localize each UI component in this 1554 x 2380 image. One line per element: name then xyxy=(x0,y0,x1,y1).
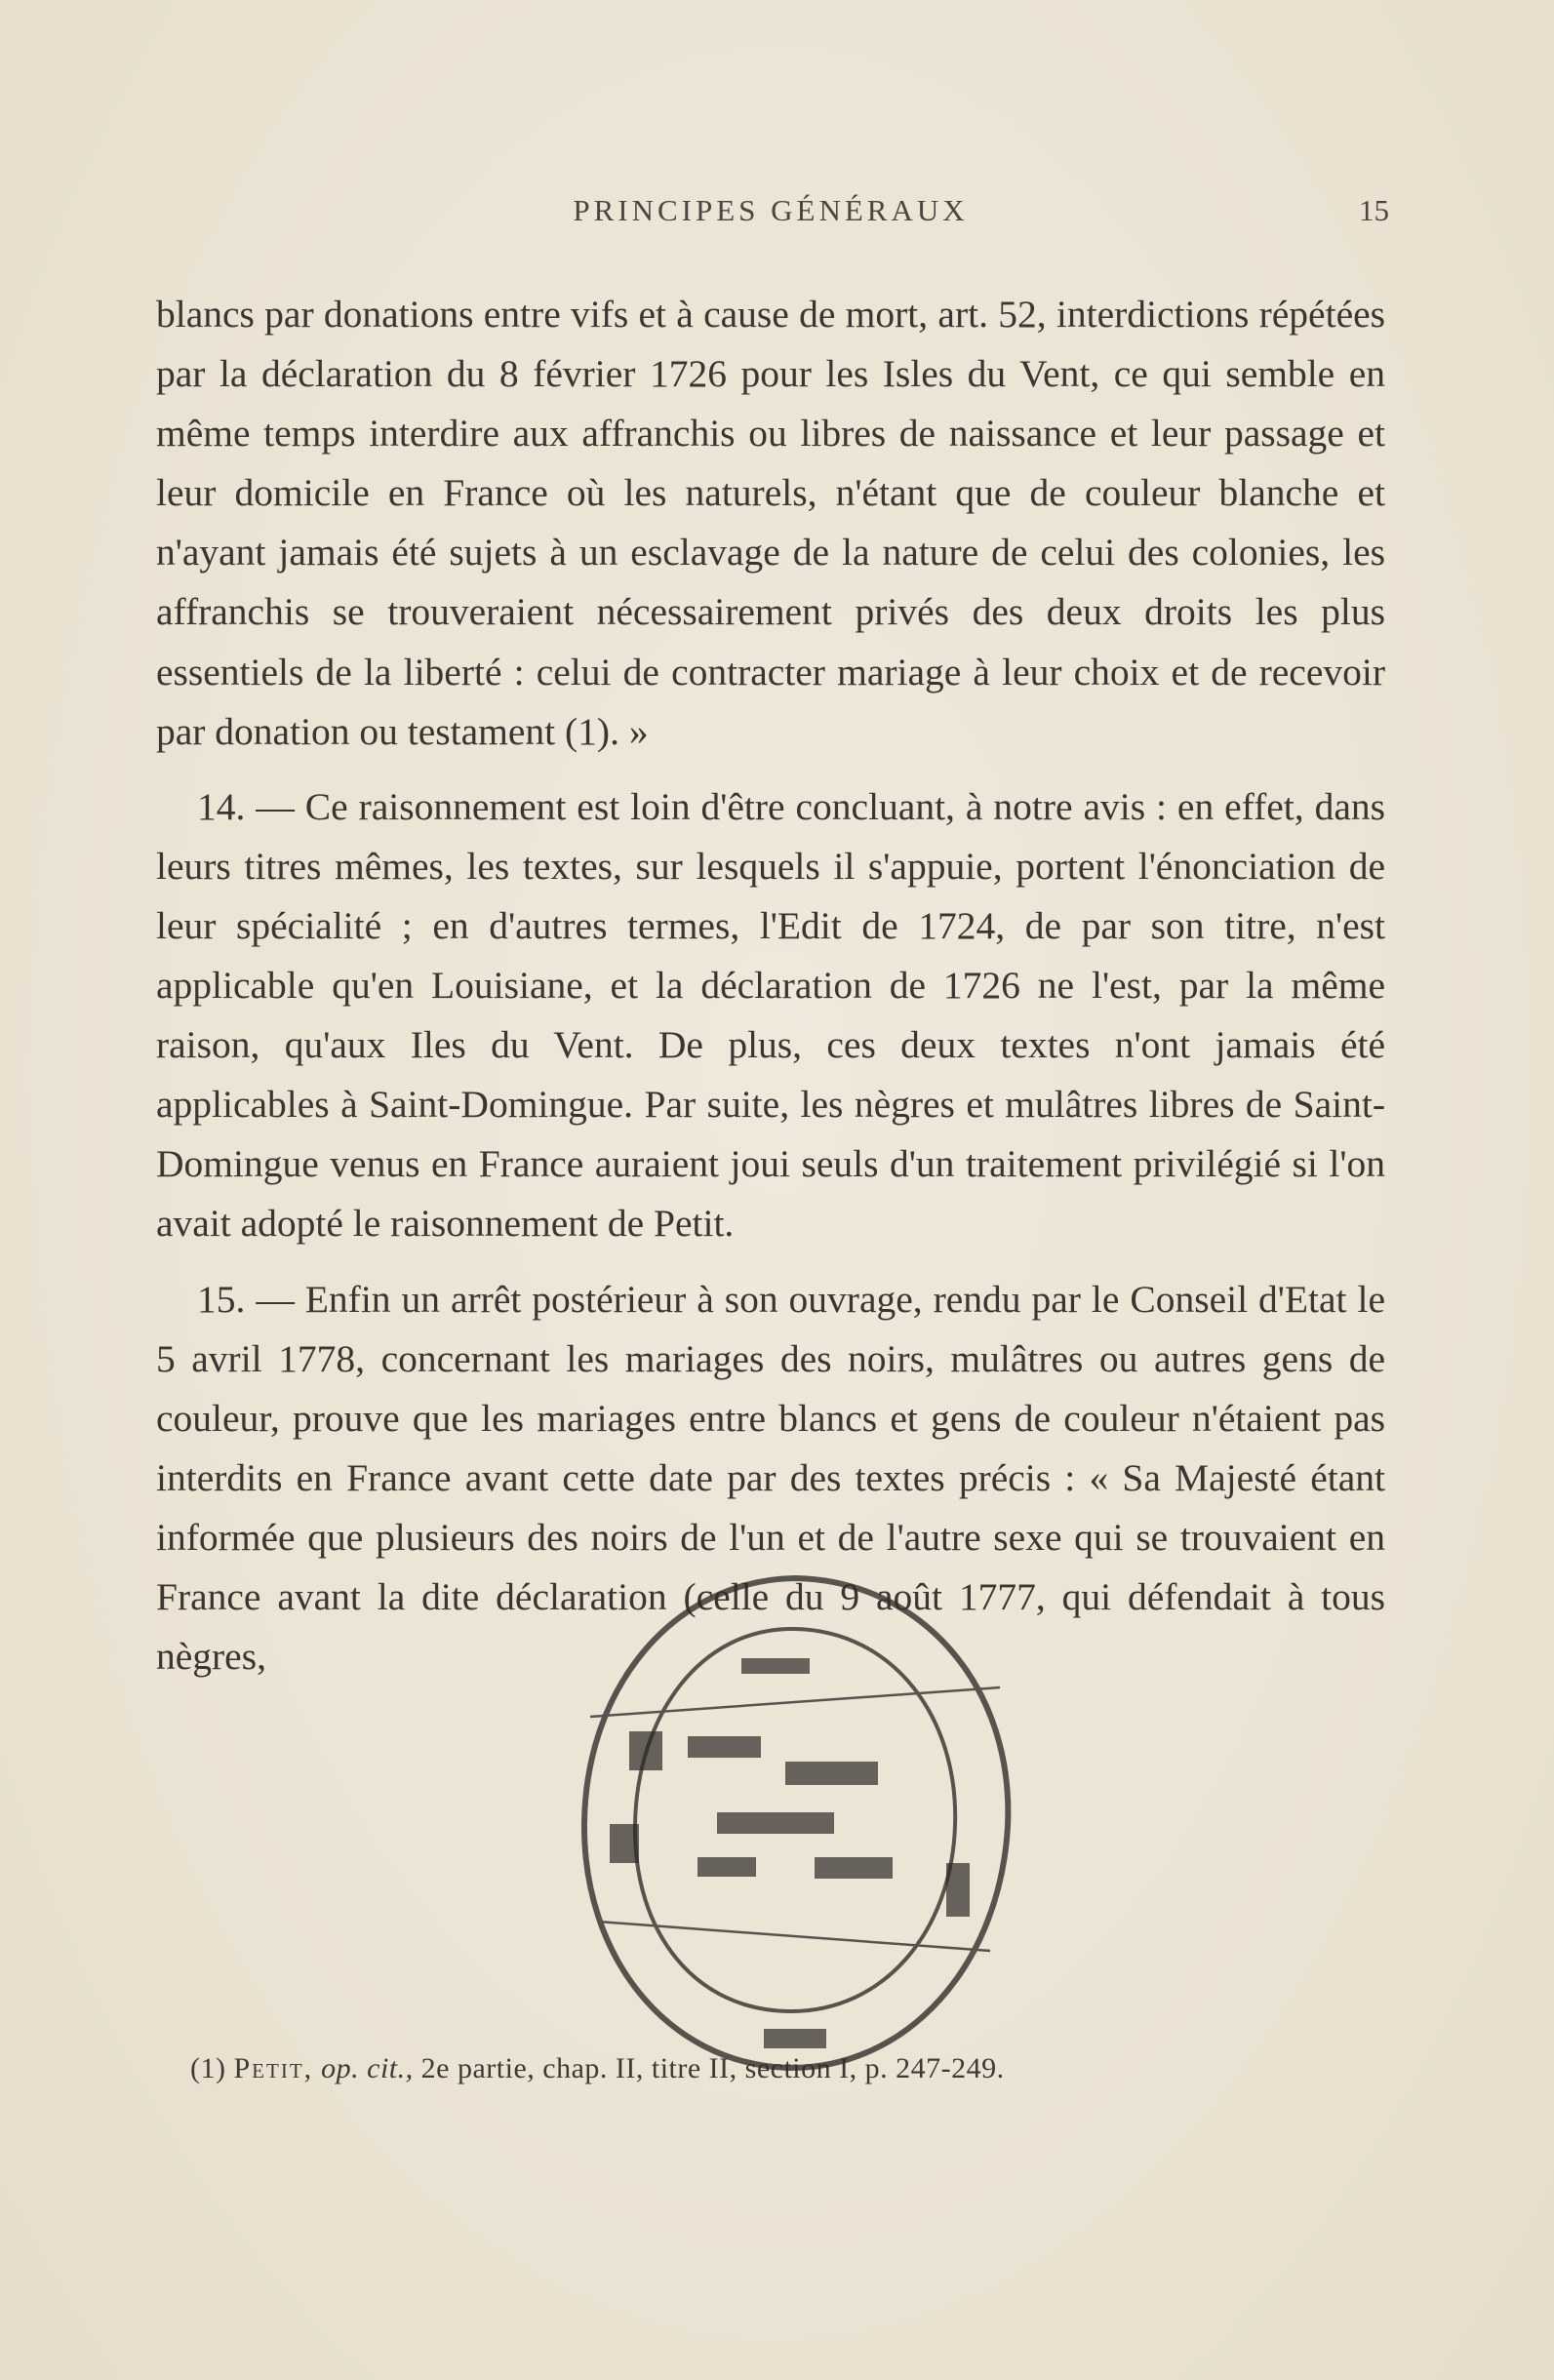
paragraph-continued: blancs par donations entre vifs et à cause de mort, art. 52, interdictions répétées par la déclaration du 8 février 1726 pour les Isles du Vent, ce qui semble en même temps interdire aux affranchis ou libres de naissance et leur passage et leur domicile en France où les naturels, n'étant que de couleur blanche et n'ayant jamais été sujets à un esclavage de la nature de celui des colonies, les affranchis se trouveraient nécessairement privés des deux droits les plus essentiels de la liberté : celui de contracter mariage à leur choix et de recevoir par donation ou testament (1). » xyxy=(156,293,1385,753)
footnote-marker: (1) xyxy=(190,2052,226,2084)
footnote-author: Petit, xyxy=(233,2052,314,2084)
running-head xyxy=(156,193,1389,232)
footnote-rest: 2e partie, chap. II, titre II, section I, p. 247-249. xyxy=(420,2052,1005,2084)
page-number: 15 xyxy=(1359,193,1389,227)
paragraph-14: 14. — Ce raisonnement est loin d'être concluant, à notre avis : en effet, dans leurs titres mêmes, les textes, sur lesquels il s'appuie, portent l'énonciation de leur spécialité ; en d'autres termes, l'Edit de 1724, de par son titre, n'est applicable qu'en Louisiane, et la déclaration de 1726 ne l'est, par la même raison, qu'aux Iles du Vent. De plus, ces deux textes n'ont jamais été applicables à Saint-Domingue. Par suite, les nègres et mulâtres libres de Saint-Domingue venus en France auraient joui seuls d'un traitement privilégié si l'on avait adopté le raisonnement de Petit. xyxy=(156,784,1385,1246)
body-text xyxy=(156,285,1385,1686)
paragraph-15: 15. — Enfin un arrêt postérieur à son ouvrage, rendu par le Conseil d'Etat le 5 avril 1778, concernant les mariages des noirs, mulâtres ou autres gens de couleur, prouve que les mariages entre blancs et gens de couleur n'étaient pas interdits en France avant cette date par des textes précis : « Sa Majesté étant informée que plusieurs des noirs de l'un et de l'autre sexe qui se trouvaient en France avant la dite déclaration (celle du 9 août 1777, qui défendait à tous nègres, xyxy=(156,1277,1385,1679)
footnote xyxy=(190,2050,1390,2087)
footnote-ref: op. cit., xyxy=(321,2052,414,2084)
running-title: PRINCIPES GÉNÉRAUX xyxy=(573,193,969,227)
